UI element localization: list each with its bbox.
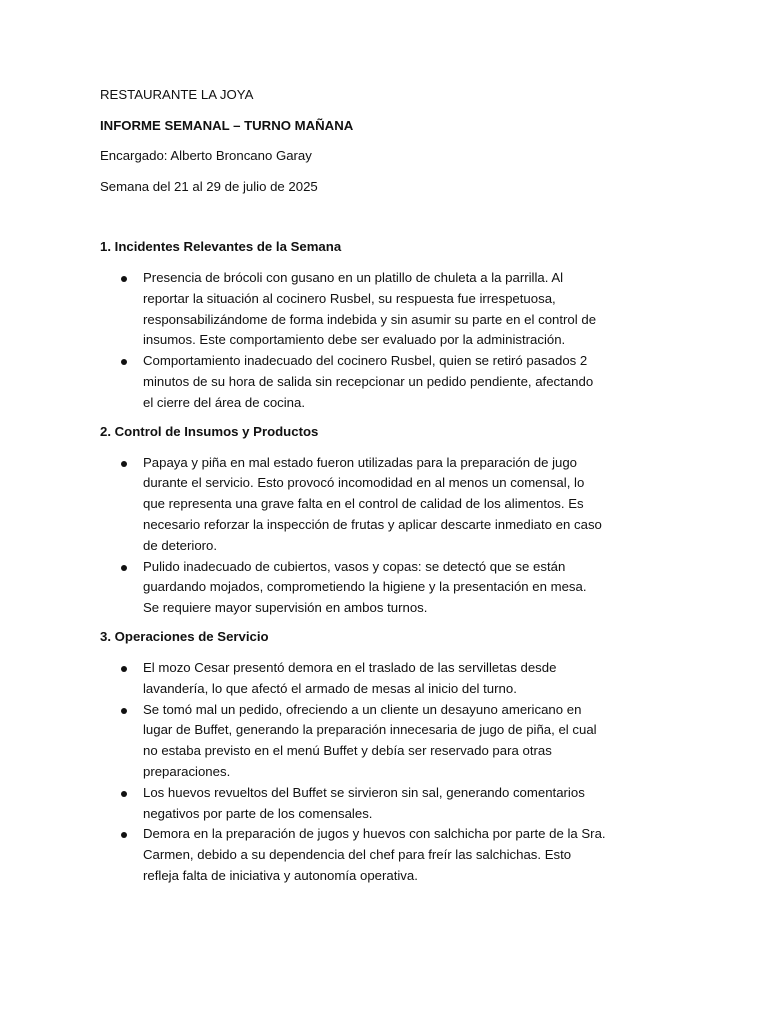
section-title: 1. Incidentes Relevantes de la Semana xyxy=(100,239,342,254)
list-item-text: Comportamiento inadecuado del cocinero Rusbel, quien se retiró pasados 2 minutos de su hora de salida sin recepcionar un pedido pendiente, afectando el cierre del área de cocina. xyxy=(143,353,594,410)
list-item-text: Presencia de brócoli con gusano en un platillo de chuleta a la parrilla. Al reportar la situación al cocinero Rusbel, su respuesta fue irrespetuosa, responsabilizándome de forma indebida y sin asumir su parte en el control de insumos. Este comportamiento debe ser evaluado por la administración. xyxy=(143,270,597,348)
bullet-icon xyxy=(121,666,127,672)
section-title: 2. Control de Insumos y Productos xyxy=(100,423,319,439)
spacer xyxy=(100,208,606,238)
list-item-text: Papaya y piña en mal estado fueron utilizadas para la preparación de jugo durante el servicio. Esto provocó incomodidad en al menos un comensal, lo que representa una grave falta en el control de calidad de los alimentos. Es necesario reforzar la inspección de frutas y aplicar descarte inmediato en caso de deterioro. xyxy=(143,454,602,553)
list-item xyxy=(100,700,606,783)
bullet-list xyxy=(100,268,606,414)
list-item-text: Pulido inadecuado de cubiertos, vasos y copas: se detectó que se están guardando mojados, comprometiendo la higiene y la presentación en mesa. Se requiere mayor supervisión en ambos turnos. xyxy=(143,558,587,616)
report-title: INFORME SEMANAL – TURNO MAÑANA xyxy=(100,117,354,133)
bullet-list xyxy=(100,453,606,619)
list-item-text: Se tomó mal un pedido, ofreciendo a un cliente un desayuno americano en lugar de Buffet, generando la preparación innecesaria de jugo de piña, el cual no estaba previsto en el menú Buffet y debía ser reservado para otras preparaciones. xyxy=(143,701,597,779)
bullet-list xyxy=(100,658,606,887)
bullet-icon xyxy=(121,276,127,282)
bullet-icon xyxy=(121,708,127,714)
week-line: Semana del 21 al 29 de julio de 2025 xyxy=(100,178,318,194)
document-page xyxy=(100,86,606,896)
list-item-text: El mozo Cesar presentó demora en el traslado de las servilletas desde lavandería, lo que afectó el armado de mesas al inicio del turno. xyxy=(143,659,557,696)
bullet-icon xyxy=(121,461,127,467)
section-operations xyxy=(100,628,606,887)
list-item xyxy=(100,453,606,557)
list-item-text: Los huevos revueltos del Buffet se sirvieron sin sal, generando comentarios negativos por parte de los comensales. xyxy=(143,784,585,821)
bullet-icon xyxy=(121,791,127,797)
list-item xyxy=(100,824,606,886)
list-item xyxy=(100,268,606,351)
section-title: 3. Operaciones de Servicio xyxy=(100,628,269,644)
manager-line: Encargado: Alberto Broncano Garay xyxy=(100,148,312,163)
list-item xyxy=(100,783,606,825)
list-item xyxy=(100,658,606,700)
restaurant-name: RESTAURANTE LA JOYA xyxy=(100,87,254,102)
bullet-icon xyxy=(121,832,127,838)
list-item-text: Demora en la preparación de jugos y huevos con salchicha por parte de la Sra. Carmen, debido a su dependencia del chef para freír las salchichas. Esto refleja falta de iniciativa y autonomía operativa. xyxy=(143,826,606,883)
section-supplies xyxy=(100,423,606,619)
list-item xyxy=(100,351,606,413)
bullet-icon xyxy=(121,565,127,571)
list-item xyxy=(100,557,606,619)
section-incidents xyxy=(100,238,606,414)
bullet-icon xyxy=(121,359,127,365)
